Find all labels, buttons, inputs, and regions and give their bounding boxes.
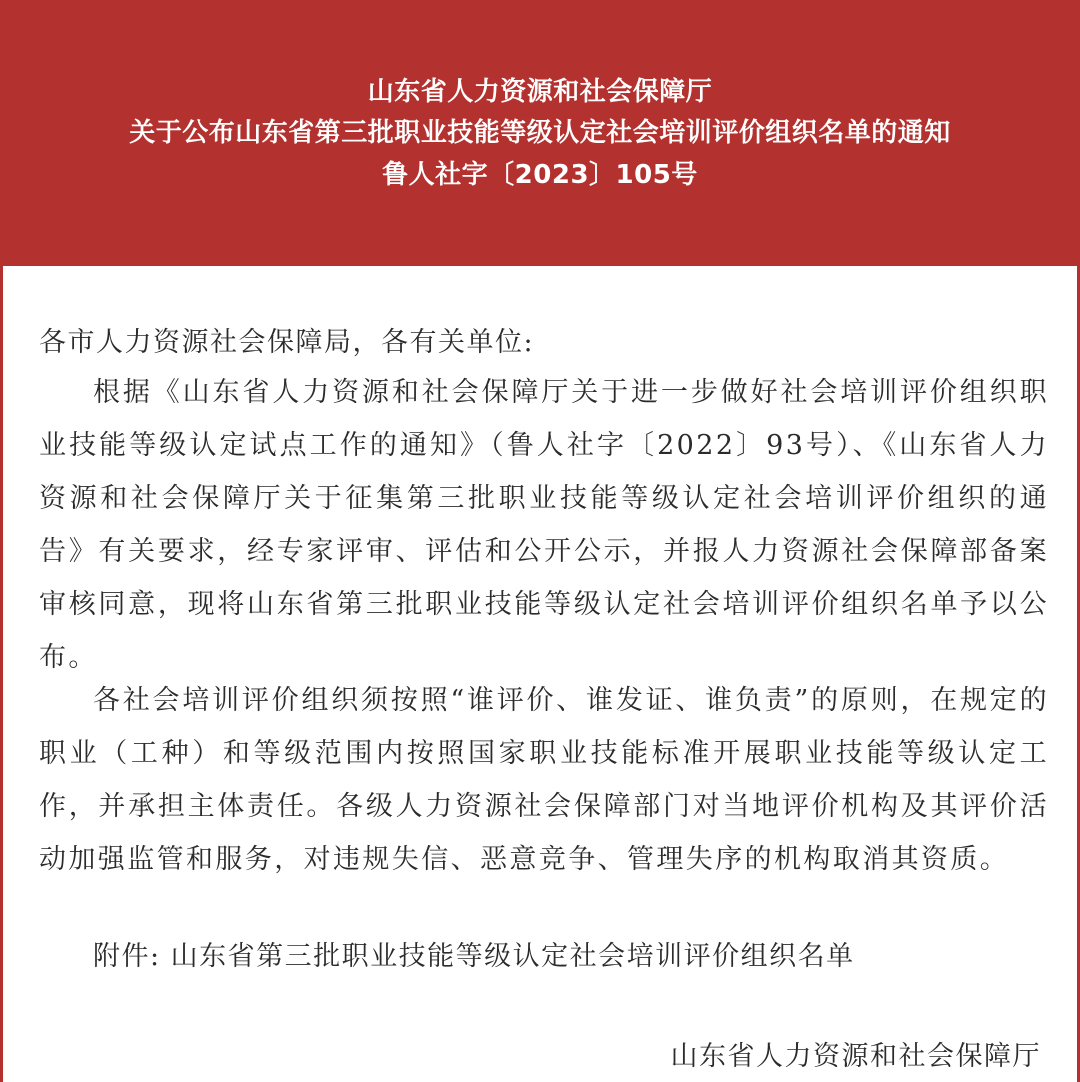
paragraph-2: 各社会培训评价组织须按照“谁评价、谁发证、谁负责”的原则，在规定的职业（工种）和等级范围内按照国家职业技能标准开展职业技能等级认定工作，并承担主体责任。各级人力资源社会保障部门对当地评价机构及其评价活动加强监管和服务，对违规失信、恶意竞争、管理失序的机构取消其资质。 <box>39 685 1049 875</box>
notice-title: 关于公布山东省第三批职业技能等级认定社会培训评价组织名单的通知 <box>129 118 951 148</box>
salutation: 各市人力资源社会保障局，各有关单位: <box>39 327 535 358</box>
signature: 山东省人力资源和社会保障厅 <box>670 1041 1041 1072</box>
attachment-line: 附件: 山东省第三批职业技能等级认定社会培训评价组织名单 <box>93 941 855 972</box>
notice-header <box>3 0 1077 266</box>
document-number: 鲁人社字〔2023〕105号 <box>382 160 698 190</box>
issuer-title: 山东省人力资源和社会保障厅 <box>367 77 713 107</box>
paragraph-1: 根据《山东省人力资源和社会保障厅关于进一步做好社会培训评价组织职业技能等级认定试点工作的通知》（鲁人社字〔2022〕93号）、《山东省人力资源和社会保障厅关于征集第三批职业技能等级认定社会培训评价组织的通告》有关要求，经专家评审、评估和公开公示，并报人力资源社会保障部备案审核同意，现将山东省第三批职业技能等级认定社会培训评价组织名单予以公布。 <box>39 377 1049 673</box>
